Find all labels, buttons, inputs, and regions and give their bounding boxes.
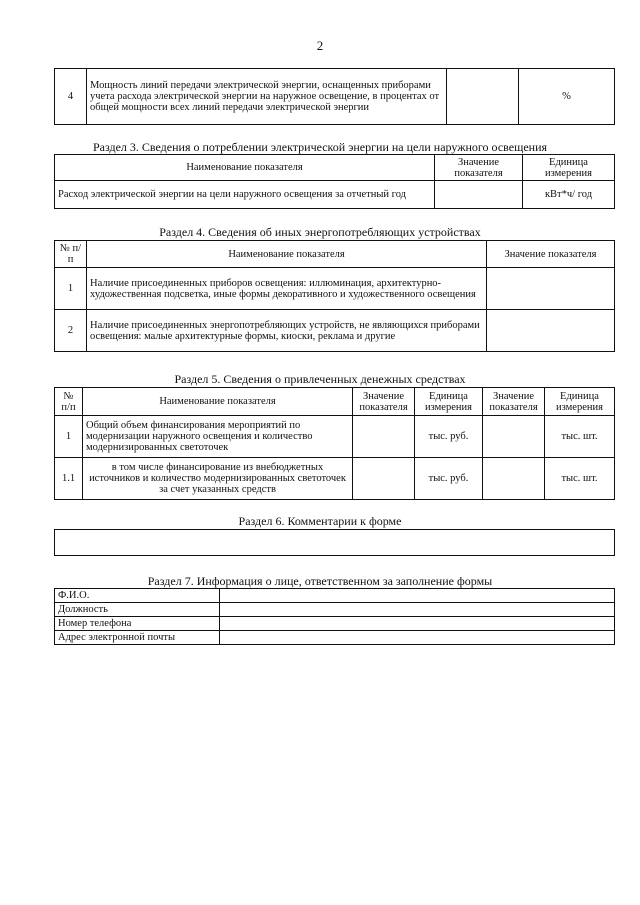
table-header-row [55,241,615,268]
value-cell[interactable] [487,268,615,310]
table-row [55,603,615,617]
unit-cell: кВт*ч/ год [523,181,615,209]
indicator-name: в том числе финансирование из внебюджетных источников и количество модернизированных светоточек за счет указанных средств [83,458,353,500]
indicator-name: Наличие присоединенных энергопотребляющих устройств, не являющихся приборами освещения: малые архитектурные формы, киоски, реклама и другие [87,310,487,352]
fio-field[interactable] [220,589,615,603]
unit-cell-1: тыс. руб. [415,458,483,500]
header-num: № п/п [55,241,87,268]
row-number: 1 [55,268,87,310]
unit-cell-2: тыс. шт. [545,416,615,458]
row-number: 4 [55,69,87,125]
section5-table [54,387,615,500]
section5-title: Раздел 5. Сведения о привлеченных денежных средствах [174,372,466,386]
section2-continuation-table [54,68,615,125]
section4-table [54,240,615,352]
value-cell-1[interactable] [353,458,415,500]
header-value: Значение показателя [435,155,523,181]
phone-field[interactable] [220,617,615,631]
table-row [55,458,615,500]
value-cell[interactable] [447,69,519,125]
position-field[interactable] [220,603,615,617]
header-unit-1: Единица измерения [415,388,483,416]
table-row [55,530,615,556]
section6-title: Раздел 6. Комментарии к форме [238,514,402,528]
unit-cell: % [519,69,615,125]
value-cell-2[interactable] [483,458,545,500]
table-row [55,589,615,603]
header-unit-2: Единица измерения [545,388,615,416]
value-cell[interactable] [487,310,615,352]
section4-title: Раздел 4. Сведения об иных энергопотребляющих устройствах [159,225,481,239]
unit-cell-1: тыс. руб. [415,416,483,458]
section7-title: Раздел 7. Информация о лице, ответственном за заполнение формы [147,574,493,588]
header-unit: Единица измерения [523,155,615,181]
table-header-row [55,155,615,181]
indicator-name: Мощность линий передачи электрической энергии, оснащенных приборами учета расхода электрической энергии на наружное освещение, в процентах от общей мощности всех линий передачи электрической энергии [87,69,447,125]
header-num: № п/п [55,388,83,416]
header-name: Наименование показателя [83,388,353,416]
header-value-2: Значение показателя [483,388,545,416]
header-value: Значение показателя [487,241,615,268]
field-label: Ф.И.О. [55,589,220,603]
indicator-name: Наличие присоединенных приборов освещения: иллюминация, архитектурно-художественная подсветка, иные формы декоративного и художественного освещения [87,268,487,310]
value-cell-1[interactable] [353,416,415,458]
table-row [55,181,615,209]
comment-field[interactable] [55,530,615,556]
table-row [55,416,615,458]
indicator-name: Общий объем финансирования мероприятий по модернизации наружного освещения и количество модернизированных светоточек [83,416,353,458]
section7-table [54,588,615,645]
table-row [55,268,615,310]
table-row [55,617,615,631]
value-cell-2[interactable] [483,416,545,458]
row-number: 1 [55,416,83,458]
table-header-row [55,388,615,416]
section6-comment-table [54,529,615,556]
section3-title: Раздел 3. Сведения о потреблении электрической энергии на цели наружного освещения [92,140,548,154]
table-row [55,631,615,645]
header-name: Наименование показателя [87,241,487,268]
header-value-1: Значение показателя [353,388,415,416]
indicator-name: Расход электрической энергии на цели наружного освещения за отчетный год [55,181,435,209]
table-row [55,310,615,352]
section3-table [54,154,615,209]
email-field[interactable] [220,631,615,645]
row-number: 1.1 [55,458,83,500]
unit-cell-2: тыс. шт. [545,458,615,500]
table-row [55,69,615,125]
page-number: 2 [316,38,324,53]
row-number: 2 [55,310,87,352]
value-cell[interactable] [435,181,523,209]
field-label: Должность [55,603,220,617]
header-name: Наименование показателя [55,155,435,181]
field-label: Номер телефона [55,617,220,631]
field-label: Адрес электронной почты [55,631,220,645]
